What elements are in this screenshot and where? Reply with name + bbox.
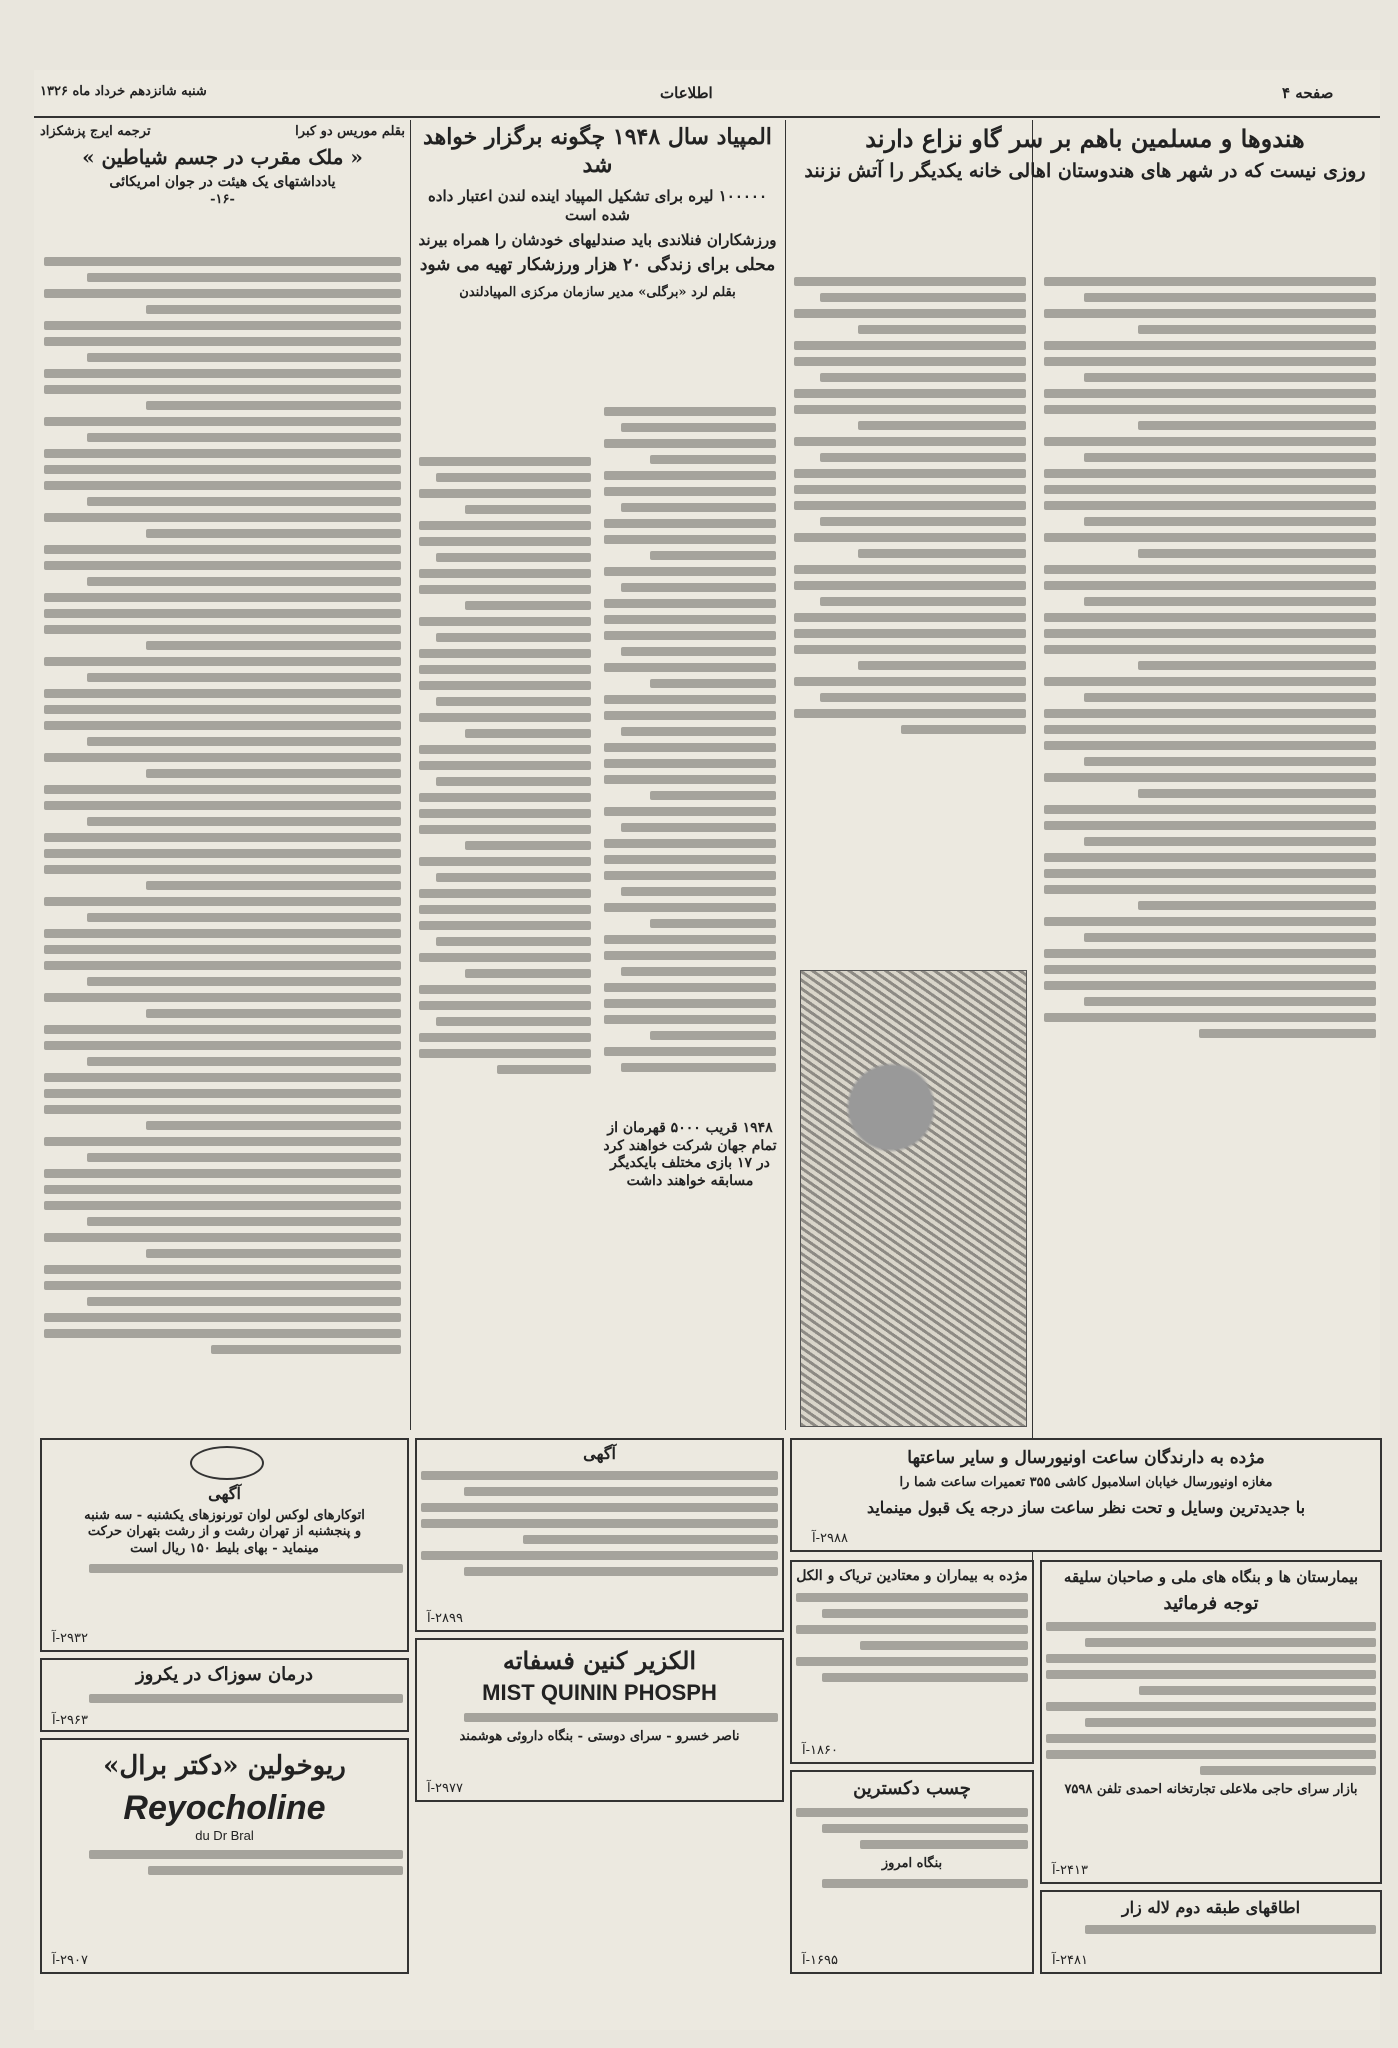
notice-ad-code: ۲۸۹۹-آ <box>427 1611 463 1626</box>
bus-ad-line2: و پنجشنبه از تهران رشت و از رشت بتهران حرکت <box>87 1524 362 1540</box>
patients-ad-code: ۱۸۶۰-آ <box>802 1743 838 1758</box>
glue-ad <box>790 1770 1034 1974</box>
patients-ad-title: مژده به بیماران و معتادین تریاک و الکل <box>796 1568 1028 1584</box>
movie-author: بقلم موریس دو کبرا <box>295 124 405 139</box>
header-rule <box>34 116 1380 118</box>
movie-sub: یادداشتهای یک هیئت در جوان امریکائی <box>109 174 336 190</box>
bus-ad-code: ۲۹۳۲-آ <box>52 1631 88 1646</box>
watch-ad <box>790 1438 1382 1552</box>
issue-date: شنبه شانزدهم خرداد ماه ۱۳۲۶ <box>40 84 207 99</box>
cure-ad-title: درمان سوزاک در یکروز <box>135 1664 313 1685</box>
illustration-image <box>800 970 1027 1427</box>
reyocholine-ad-code: ۲۹۰۷-آ <box>52 1953 88 1968</box>
movie-title: « ملک مقرب در جسم شیاطین » <box>82 145 363 169</box>
india-text-col-1 <box>1040 270 1380 1420</box>
olympic-byline: بقلم لرد «برگلی» مدیر سازمان مرکزی المپیادلندن <box>459 284 736 300</box>
olympic-sub3: محلی برای زندگی ۲۰ هزار ورزشکار تهیه می شود <box>419 255 776 276</box>
olympic-text-col-2 <box>415 450 595 1430</box>
elixir-ad-latin: MIST QUININ PHOSPH <box>482 1680 717 1705</box>
india-subtitle: روزی نیست که در شهر های هندوستان اهالی خانه یکدیگر را آتش نزنند <box>804 160 1366 182</box>
watch-ad-line3: با جدیدترین وسایل و تحت نظر ساعت ساز درجه یک قبول مینماید <box>866 1497 1306 1517</box>
bus-ad <box>40 1438 409 1652</box>
reyocholine-ad-title: ریوخولین «دکتر برال» <box>103 1751 346 1781</box>
movie-translator: ترجمه ایرج پزشکزاد <box>40 124 151 139</box>
elixir-ad-code: ۲۹۷۷-آ <box>427 1781 463 1796</box>
column-divider <box>410 120 411 1430</box>
india-text-col-2 <box>790 270 1030 960</box>
notice-ad-title: آگهی <box>583 1444 616 1463</box>
glue-ad-company: بنگاه امروز <box>881 1855 943 1871</box>
reyocholine-ad <box>40 1738 409 1974</box>
india-article-header <box>790 124 1380 254</box>
india-title: هندوها و مسلمین باهم بر سر گاو نزاع دارند <box>865 124 1305 153</box>
movie-article-header <box>40 124 405 244</box>
rooms-ad <box>1040 1890 1382 1974</box>
newspaper-name: اطلاعات <box>660 84 713 102</box>
elixir-ad-line: ناصر خسرو - سرای دوستی - بنگاه داروئی هوشمند <box>459 1729 740 1744</box>
hospital-ad-code: ۲۴۱۳-آ <box>1052 1863 1088 1878</box>
page-number: صفحه ۴ <box>1282 84 1334 102</box>
hospital-ad-sub: توجه فرمائید <box>1163 1592 1259 1614</box>
movie-text <box>40 250 405 1430</box>
bus-ad-line3: مینماید - بهای بلیط ۱۵۰ ریال است <box>130 1540 319 1556</box>
reyocholine-ad-latin: Reyocholine <box>123 1788 326 1827</box>
cure-ad-code: ۲۹۶۳-آ <box>52 1713 88 1728</box>
notice-ad <box>415 1438 784 1632</box>
bus-ad-title: آگهی <box>208 1484 241 1503</box>
cure-ad <box>40 1658 409 1732</box>
olympic-text-col-1 <box>600 400 780 1420</box>
glue-ad-title: چسب دکسترین <box>853 1778 971 1799</box>
reyocholine-ad-latin-sub: du Dr Bral <box>195 1827 254 1843</box>
hospital-ad <box>1040 1560 1382 1884</box>
glue-ad-code: ۱۶۹۵-آ <box>802 1953 838 1968</box>
olympic-sub4: ۱۹۴۸ قریب ۵۰۰۰ قهرمان از تمام جهان شرکت خواهند کرد در ۱۷ بازی مختلف بایکدیگر مسابقه خواهند داشت <box>600 1120 780 1190</box>
rooms-ad-code: ۲۴۸۱-آ <box>1052 1953 1088 1968</box>
olympic-sub1: ۱۰۰۰۰۰ لیره برای تشکیل المپیاد اینده لندن اعتبار داده شده است <box>427 187 768 224</box>
column-divider <box>785 120 786 1430</box>
rooms-ad-title: اطاقهای طبقه دوم لاله زار <box>1121 1898 1301 1917</box>
hospital-ad-phone: بازار سرای حاجی ملاعلی تجارتخانه احمدی تلفن ۷۵۹۸ <box>1064 1782 1358 1798</box>
hospital-ad-title: بیمارستان ها و بنگاه های ملی و صاحبان سلیقه <box>1063 1568 1359 1586</box>
watch-ad-line2: مغازه اونیورسال خیابان اسلامبول کاشی ۳۵۵ تعمیرات ساعت شما را <box>899 1475 1273 1491</box>
patients-ad <box>790 1560 1034 1764</box>
olympic-title: المپیاد سال ۱۹۴۸ چگونه برگزار خواهد شد <box>423 124 772 178</box>
watch-ad-line1: مژده به دارندگان ساعت اونیورسال و سایر ساعتها <box>907 1448 1265 1468</box>
wings-logo-icon <box>190 1446 264 1480</box>
elixir-ad <box>415 1638 784 1802</box>
olympic-subhead <box>600 1120 780 1200</box>
movie-part: -۱۶- <box>210 191 235 207</box>
bus-ad-line1: اتوکارهای لوکس لوان تورنوزهای یکشنبه - سه شنبه <box>84 1508 365 1523</box>
watch-ad-code: ۲۹۸۸-آ <box>812 1531 848 1546</box>
elixir-ad-title: الکزیر کنین فسفاته <box>502 1646 697 1675</box>
olympic-sub2: ورزشکاران فنلاندی باید صندلیهای خودشان را همراه بیرند <box>418 230 777 249</box>
